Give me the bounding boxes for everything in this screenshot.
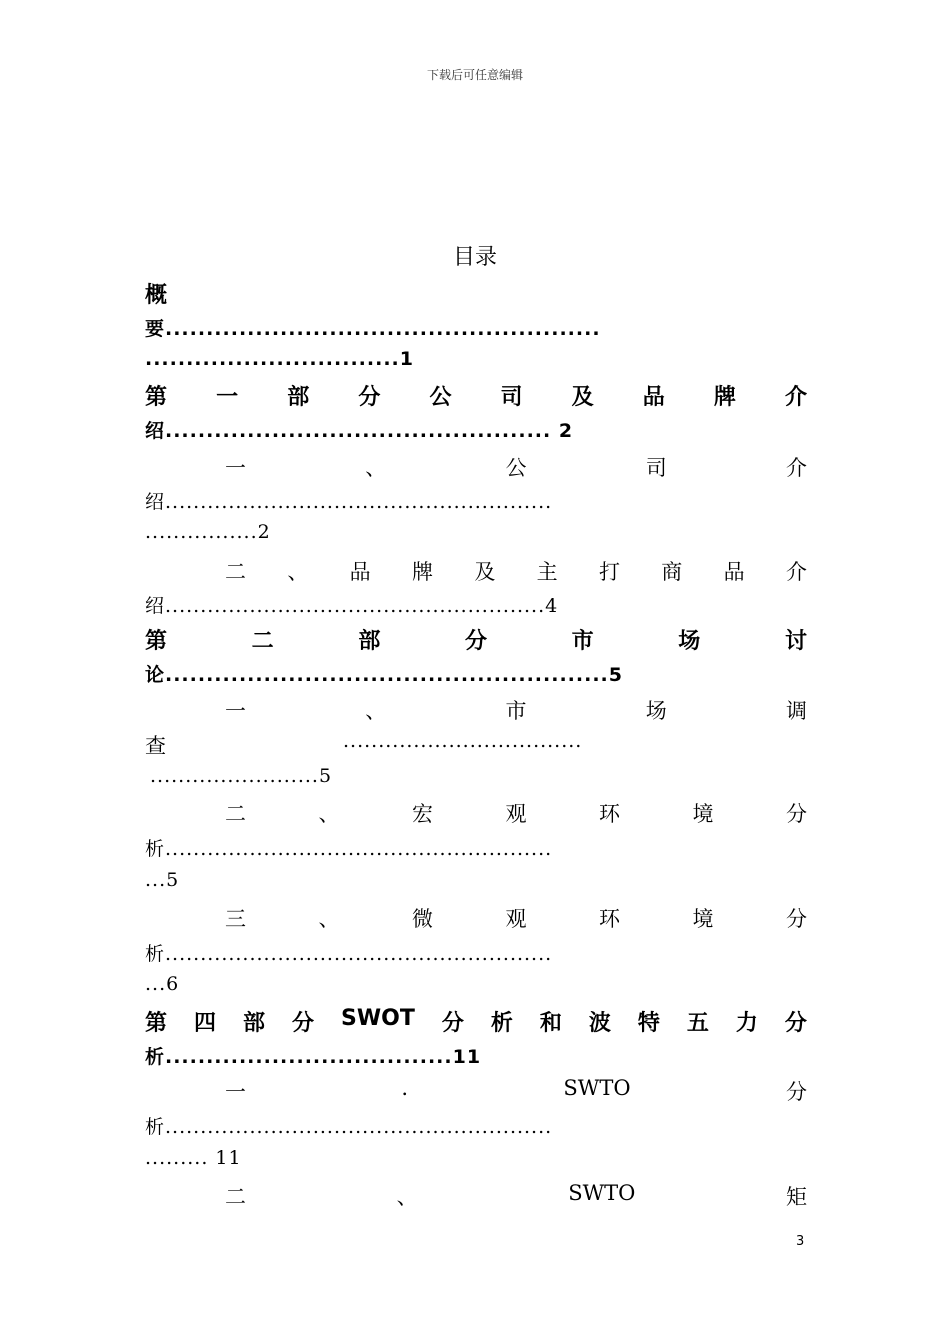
toc-char: 二 bbox=[225, 1185, 246, 1209]
toc-line: 论......................................................5 bbox=[145, 664, 623, 686]
toc-char: SWTO bbox=[568, 1181, 636, 1205]
toc-line: .................................. bbox=[343, 730, 583, 752]
toc-char: 分 bbox=[464, 629, 487, 654]
toc-char: 第 bbox=[145, 629, 168, 654]
toc-line: 析....................................................... bbox=[145, 838, 553, 860]
toc-section-heading bbox=[145, 380, 807, 411]
toc-char: 第 bbox=[145, 385, 168, 410]
toc-char: 司 bbox=[500, 385, 523, 410]
toc-char: 境 bbox=[692, 802, 714, 826]
toc-line: 绍......................................................4 bbox=[145, 595, 559, 617]
toc-title: 目录 bbox=[452, 245, 497, 270]
toc-char: 分 bbox=[292, 1011, 315, 1036]
toc-char: 品 bbox=[642, 385, 665, 410]
toc-char: 司 bbox=[645, 456, 667, 480]
toc-section-heading bbox=[145, 624, 807, 655]
toc-char: 分 bbox=[358, 385, 381, 410]
toc-char: 品 bbox=[723, 560, 745, 584]
toc-char: 分 bbox=[784, 1011, 807, 1036]
toc-char: 力 bbox=[735, 1011, 758, 1036]
toc-line: ...5 bbox=[145, 869, 180, 891]
toc-char: 调 bbox=[786, 699, 807, 723]
toc-char: 二 bbox=[225, 802, 246, 826]
toc-char: 及 bbox=[474, 560, 496, 584]
toc-char: 特 bbox=[637, 1011, 660, 1036]
toc-char: 境 bbox=[692, 907, 714, 931]
toc-char: 打 bbox=[598, 560, 620, 584]
toc-subheading bbox=[225, 903, 807, 933]
toc-subheading bbox=[225, 798, 807, 828]
toc-char: 公 bbox=[429, 385, 452, 410]
toc-char: SWOT bbox=[341, 1006, 415, 1031]
toc-char: 五 bbox=[686, 1011, 709, 1036]
toc-line: ......... 11 bbox=[145, 1147, 242, 1169]
toc-char: 、 bbox=[287, 560, 309, 584]
toc-char: 商 bbox=[661, 560, 683, 584]
toc-line: 要..................................................... bbox=[145, 318, 601, 340]
toc-char: 介 bbox=[785, 560, 807, 584]
toc-char: 、 bbox=[318, 802, 340, 826]
toc-char: 二 bbox=[251, 629, 274, 654]
toc-char: 场 bbox=[678, 629, 701, 654]
toc-char: 介 bbox=[784, 385, 807, 410]
toc-char: 析 bbox=[490, 1011, 513, 1036]
toc-char: 市 bbox=[571, 629, 594, 654]
toc-char: 介 bbox=[786, 456, 807, 480]
toc-line: 析...................................11 bbox=[145, 1046, 482, 1068]
toc-line: 析....................................................... bbox=[145, 943, 553, 965]
toc-char: 公 bbox=[505, 456, 527, 480]
toc-char: 和 bbox=[539, 1011, 562, 1036]
toc-line: ................2 bbox=[145, 521, 271, 543]
toc-subheading bbox=[225, 695, 807, 725]
page-header: 下载后可任意编辑 bbox=[426, 68, 523, 82]
toc-char: 、 bbox=[365, 456, 387, 480]
toc-char: 观 bbox=[505, 907, 527, 931]
toc-char: 品 bbox=[349, 560, 371, 584]
toc-char: 四 bbox=[194, 1011, 217, 1036]
toc-char: 一 bbox=[225, 1080, 246, 1104]
toc-line: 绍............................................... 2 bbox=[145, 420, 574, 442]
toc-char: 二 bbox=[225, 560, 246, 584]
toc-line: ...6 bbox=[145, 973, 180, 995]
toc-char: 、 bbox=[396, 1185, 418, 1209]
toc-subheading bbox=[225, 556, 807, 586]
toc-char: 分 bbox=[785, 1080, 807, 1104]
toc-char: 第 bbox=[145, 1011, 168, 1036]
toc-char: 波 bbox=[588, 1011, 611, 1036]
toc-subheading bbox=[225, 1181, 807, 1211]
toc-char: 部 bbox=[243, 1011, 266, 1036]
toc-char: 环 bbox=[599, 907, 620, 931]
toc-char: 宏 bbox=[412, 802, 433, 826]
toc-line: ........................5 bbox=[150, 765, 333, 787]
toc-char: 部 bbox=[287, 385, 310, 410]
toc-char: . bbox=[401, 1076, 409, 1100]
toc-section-heading bbox=[145, 1006, 807, 1037]
toc-char: 一 bbox=[225, 699, 246, 723]
toc-char: SWTO bbox=[563, 1076, 631, 1100]
toc-char: 分 bbox=[786, 907, 807, 931]
toc-line: 查 bbox=[145, 734, 166, 758]
toc-line: 析....................................................... bbox=[145, 1116, 553, 1138]
toc-line: 概 bbox=[145, 283, 168, 308]
toc-char: 矩 bbox=[785, 1185, 807, 1209]
toc-subheading bbox=[225, 452, 807, 482]
toc-char: 讨 bbox=[784, 629, 807, 654]
toc-line: 绍....................................................... bbox=[145, 491, 553, 513]
toc-char: 牌 bbox=[713, 385, 736, 410]
toc-char: 观 bbox=[505, 802, 527, 826]
toc-char: 及 bbox=[571, 385, 594, 410]
toc-char: 微 bbox=[412, 907, 433, 931]
toc-char: 一 bbox=[216, 385, 239, 410]
toc-char: 主 bbox=[536, 560, 558, 584]
toc-char: 一 bbox=[225, 456, 246, 480]
toc-char: 牌 bbox=[411, 560, 433, 584]
toc-char: 分 bbox=[786, 802, 807, 826]
toc-char: 场 bbox=[645, 699, 667, 723]
toc-char: 市 bbox=[505, 699, 527, 723]
page-number: 3 bbox=[796, 1234, 805, 1249]
toc-char: 三 bbox=[225, 907, 246, 931]
toc-char: 、 bbox=[365, 699, 387, 723]
toc-subheading bbox=[225, 1076, 807, 1106]
toc-char: 部 bbox=[358, 629, 381, 654]
toc-char: 环 bbox=[599, 802, 620, 826]
toc-char: 分 bbox=[441, 1011, 464, 1036]
toc-char: 、 bbox=[318, 907, 340, 931]
toc-line: ...............................1 bbox=[145, 348, 414, 370]
